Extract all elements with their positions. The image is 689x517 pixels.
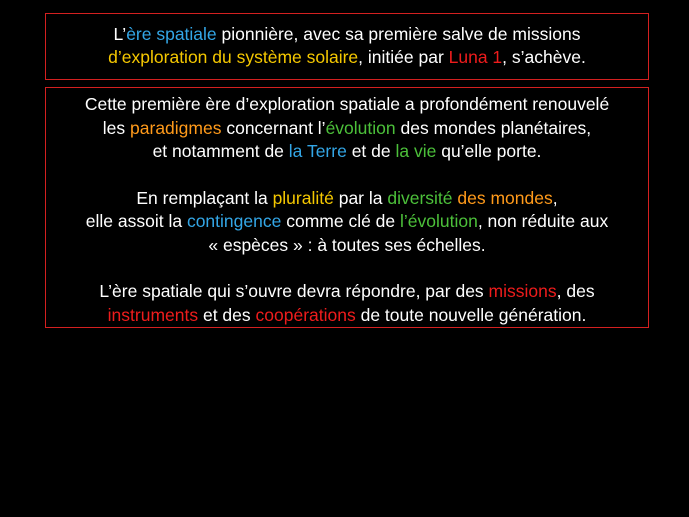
text-segment: de toute nouvelle génération. xyxy=(355,304,587,325)
text-segment: , des xyxy=(556,281,595,301)
text-segment: L’ xyxy=(113,24,127,44)
text-segment: des mondes xyxy=(457,187,553,208)
text-segment: ère spatiale xyxy=(126,24,217,44)
text-segment: Cette première ère d’exploration spatiale a profondément renouvelé xyxy=(84,94,610,114)
header-box xyxy=(45,13,649,80)
text-segment: évolution xyxy=(325,117,396,138)
body-box xyxy=(45,87,649,328)
text-segment: Luna 1 xyxy=(448,47,503,67)
text-segment: pionnière, avec sa première salve de missions xyxy=(216,24,581,44)
body-line xyxy=(46,210,648,234)
body-line xyxy=(46,280,648,304)
text-segment: instruments xyxy=(107,304,199,325)
body-line xyxy=(46,187,648,211)
text-segment: coopérations xyxy=(255,304,356,325)
text-segment: des mondes planétaires, xyxy=(395,117,592,138)
text-segment: les xyxy=(102,117,131,138)
body-line xyxy=(46,140,648,164)
header-line-1 xyxy=(46,23,648,46)
text-segment: et de xyxy=(346,141,396,161)
text-segment: , initiée par xyxy=(358,47,449,67)
paragraph-2 xyxy=(46,187,648,258)
header-line-2 xyxy=(46,46,648,69)
body-line xyxy=(46,304,648,328)
text-segment: paradigmes xyxy=(130,117,222,138)
text-segment: L’ère spatiale qui s’ouvre devra répondre, par des xyxy=(99,281,489,301)
text-segment: , non réduite aux xyxy=(477,211,609,231)
text-segment: contingence xyxy=(186,211,282,231)
body-line xyxy=(46,93,648,117)
text-segment: d’exploration du système solaire xyxy=(108,47,359,67)
text-segment: concernant l’ xyxy=(221,117,326,138)
text-segment: missions xyxy=(488,281,557,301)
text-segment: , s’achève. xyxy=(502,47,586,67)
text-segment: , xyxy=(552,187,558,208)
text-segment: qu’elle porte. xyxy=(436,141,542,161)
text-segment: « espèces » : à toutes ses échelles. xyxy=(208,234,486,255)
paragraph-1 xyxy=(46,93,648,164)
paragraph-3 xyxy=(46,280,648,327)
text-segment: par la xyxy=(333,187,388,208)
text-segment: En remplaçant la xyxy=(136,187,273,208)
text-segment: l’évolution xyxy=(400,211,478,231)
text-segment: la Terre xyxy=(288,141,347,161)
text-segment: pluralité xyxy=(272,187,334,208)
text-segment: diversité xyxy=(387,187,453,208)
text-segment: elle assoit la xyxy=(85,211,187,231)
body-line xyxy=(46,117,648,141)
text-segment: et notamment de xyxy=(152,141,289,161)
text-segment: comme clé de xyxy=(281,211,400,231)
text-segment: et des xyxy=(198,304,256,325)
body-line xyxy=(46,234,648,258)
text-segment: la vie xyxy=(395,141,437,161)
